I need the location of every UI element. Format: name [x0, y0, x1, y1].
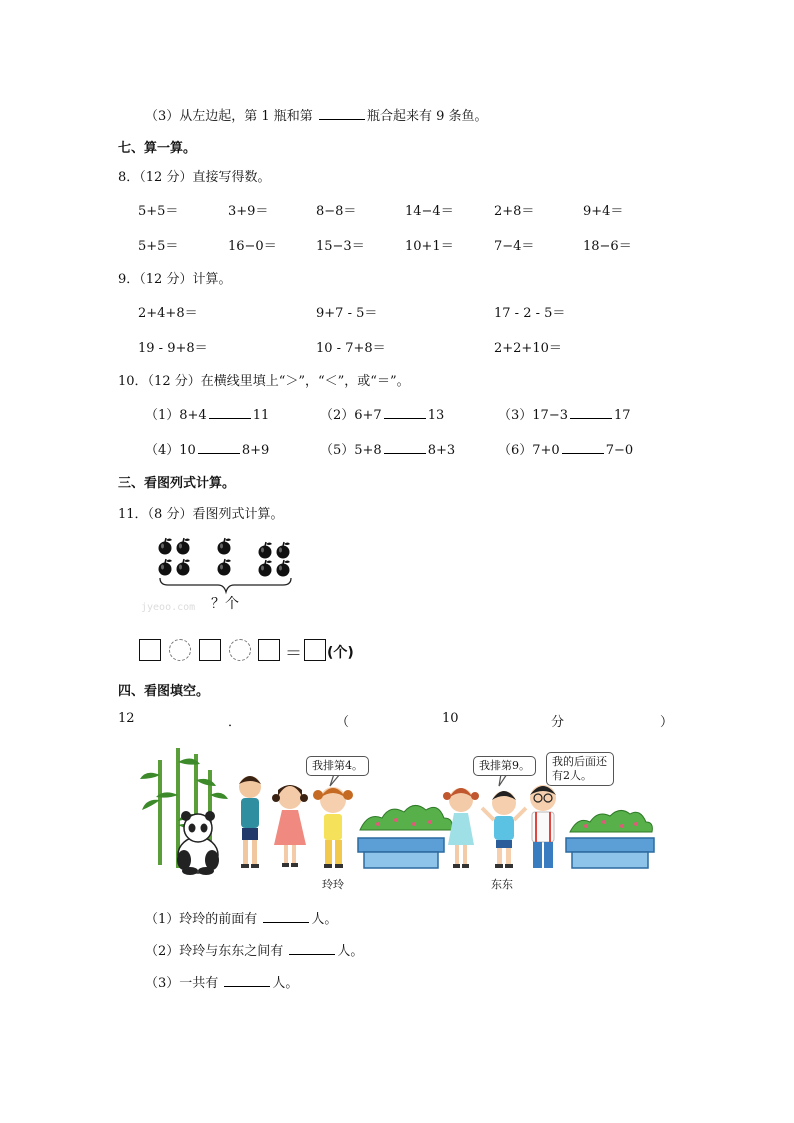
q10-right: 8+9: [241, 443, 270, 458]
q10-right: 17: [613, 408, 631, 423]
q10-left: （3）17−3: [498, 408, 568, 423]
q10-item-5: [320, 439, 455, 458]
q9-item: 19 - 9+8＝: [138, 341, 208, 356]
speech-bubble-last: 我的后面还有2人。: [546, 752, 614, 786]
q8-header: 8．（12 分）直接写得数。: [118, 170, 271, 185]
q7-part3: [145, 105, 488, 124]
section-title-4: 四、看图填空。: [118, 684, 210, 699]
answer-box[interactable]: [139, 639, 161, 661]
q10-header: 10．（12 分）在横线里填上“＞”，“＜”，或“＝”。: [118, 374, 410, 389]
question-text: （3）一共有: [145, 976, 219, 991]
answer-blank[interactable]: [263, 910, 309, 923]
equals-sign: ＝: [285, 644, 302, 664]
answer-blank[interactable]: [562, 441, 604, 454]
q8-item: 2+8＝: [494, 204, 535, 219]
q9-item: 2+4+8＝: [138, 306, 198, 321]
q10-left: （4）10: [145, 443, 196, 458]
answer-blank[interactable]: [384, 441, 426, 454]
q11-header: 11．（8 分）看图列式计算。: [118, 507, 284, 522]
child-glasses-icon: [530, 785, 556, 868]
q12-points: 10: [442, 711, 459, 726]
q10-item-4: [145, 439, 269, 458]
q12-question-3: [145, 972, 298, 991]
section-title-7: 七、算一算。: [118, 141, 197, 156]
question-text: （1）玲玲的前面有: [145, 912, 258, 927]
q12-question-2: [145, 940, 363, 959]
answer-blank[interactable]: [384, 406, 426, 419]
child-icon: [272, 785, 308, 867]
q9-header: 9．（12 分）计算。: [118, 272, 232, 287]
q9-item: 9+7 - 5＝: [316, 306, 378, 321]
q8-item: 16−0＝: [228, 239, 277, 254]
q7-part3-suffix: 瓶合起来有 9 条鱼。: [366, 109, 488, 124]
q8-item: 15−3＝: [316, 239, 365, 254]
label-lingling: 玲玲: [322, 878, 344, 891]
q8-item: 7−4＝: [494, 239, 535, 254]
answer-blank[interactable]: [209, 406, 251, 419]
q8-item: 10+1＝: [405, 239, 454, 254]
label-dongdong: 东东: [491, 878, 513, 891]
q8-item: 5+5＝: [138, 204, 179, 219]
answer-box[interactable]: [258, 639, 280, 661]
operator-circle[interactable]: [229, 639, 251, 661]
dongdong-icon: [482, 791, 526, 868]
answer-blank[interactable]: [224, 974, 270, 987]
q9-item: 2+2+10＝: [494, 341, 562, 356]
q8-item: 5+5＝: [138, 239, 179, 254]
q12-points-unit: 分: [551, 715, 565, 730]
q12-paren-open: （: [336, 715, 350, 730]
q10-left: （5）5+8: [320, 443, 382, 458]
answer-box[interactable]: [304, 639, 326, 661]
speech-bubble-lingling: 我排第4。: [306, 756, 369, 776]
q10-item-3: [498, 404, 631, 423]
apple-figure: [138, 530, 298, 616]
q10-item-1: [145, 404, 269, 423]
q10-left: （2）6+7: [320, 408, 382, 423]
operator-circle[interactable]: [169, 639, 191, 661]
q10-left: （1）8+4: [145, 408, 207, 423]
answer-blank[interactable]: [319, 107, 365, 120]
q10-item-2: [320, 404, 444, 423]
section-title-3: 三、看图列式计算。: [118, 476, 236, 491]
answer-box[interactable]: [199, 639, 221, 661]
q8-item: 14−4＝: [405, 204, 454, 219]
q9-item: 10 - 7+8＝: [316, 341, 386, 356]
q10-right: 7−0: [605, 443, 634, 458]
answer-blank[interactable]: [198, 441, 240, 454]
question-count-label: ？个: [211, 596, 239, 612]
planter-icon: [566, 810, 654, 868]
q12-question-1: [145, 908, 337, 927]
question-suffix: 人。: [311, 912, 338, 927]
apples-image: [138, 530, 298, 616]
question-suffix: 人。: [337, 944, 364, 959]
lingling-icon: [313, 787, 353, 868]
unit-label: (个): [327, 645, 354, 661]
q12-paren-close: ）: [660, 715, 674, 730]
speech-bubble-child-9: 我排第9。: [473, 756, 536, 776]
q10-item-6: [498, 439, 633, 458]
q8-item: 8−8＝: [316, 204, 357, 219]
q9-item: 17 - 2 - 5＝: [494, 306, 566, 321]
watermark: jyeoo.com: [141, 602, 196, 613]
q7-part3-prefix: （3）从左边起，第 1 瓶和第: [145, 109, 313, 124]
q10-right: 13: [427, 408, 445, 423]
q10-right: 8+3: [427, 443, 456, 458]
planter-icon: [358, 805, 452, 868]
answer-blank[interactable]: [289, 942, 335, 955]
q8-item: 3+9＝: [228, 204, 269, 219]
question-text: （2）玲玲与东东之间有: [145, 944, 284, 959]
answer-blank[interactable]: [570, 406, 612, 419]
q10-left: （6）7+0: [498, 443, 560, 458]
q12-dot: ．: [228, 715, 242, 730]
q10-right: 11: [252, 408, 270, 423]
brace-icon: [160, 578, 291, 592]
q8-item: 9+4＝: [583, 204, 624, 219]
question-suffix: 人。: [272, 976, 299, 991]
child-icon: [239, 776, 261, 868]
apple-icon: [159, 538, 291, 577]
q8-item: 18−6＝: [583, 239, 632, 254]
q12-number: 12: [118, 711, 135, 726]
panda-icon: [177, 811, 219, 875]
